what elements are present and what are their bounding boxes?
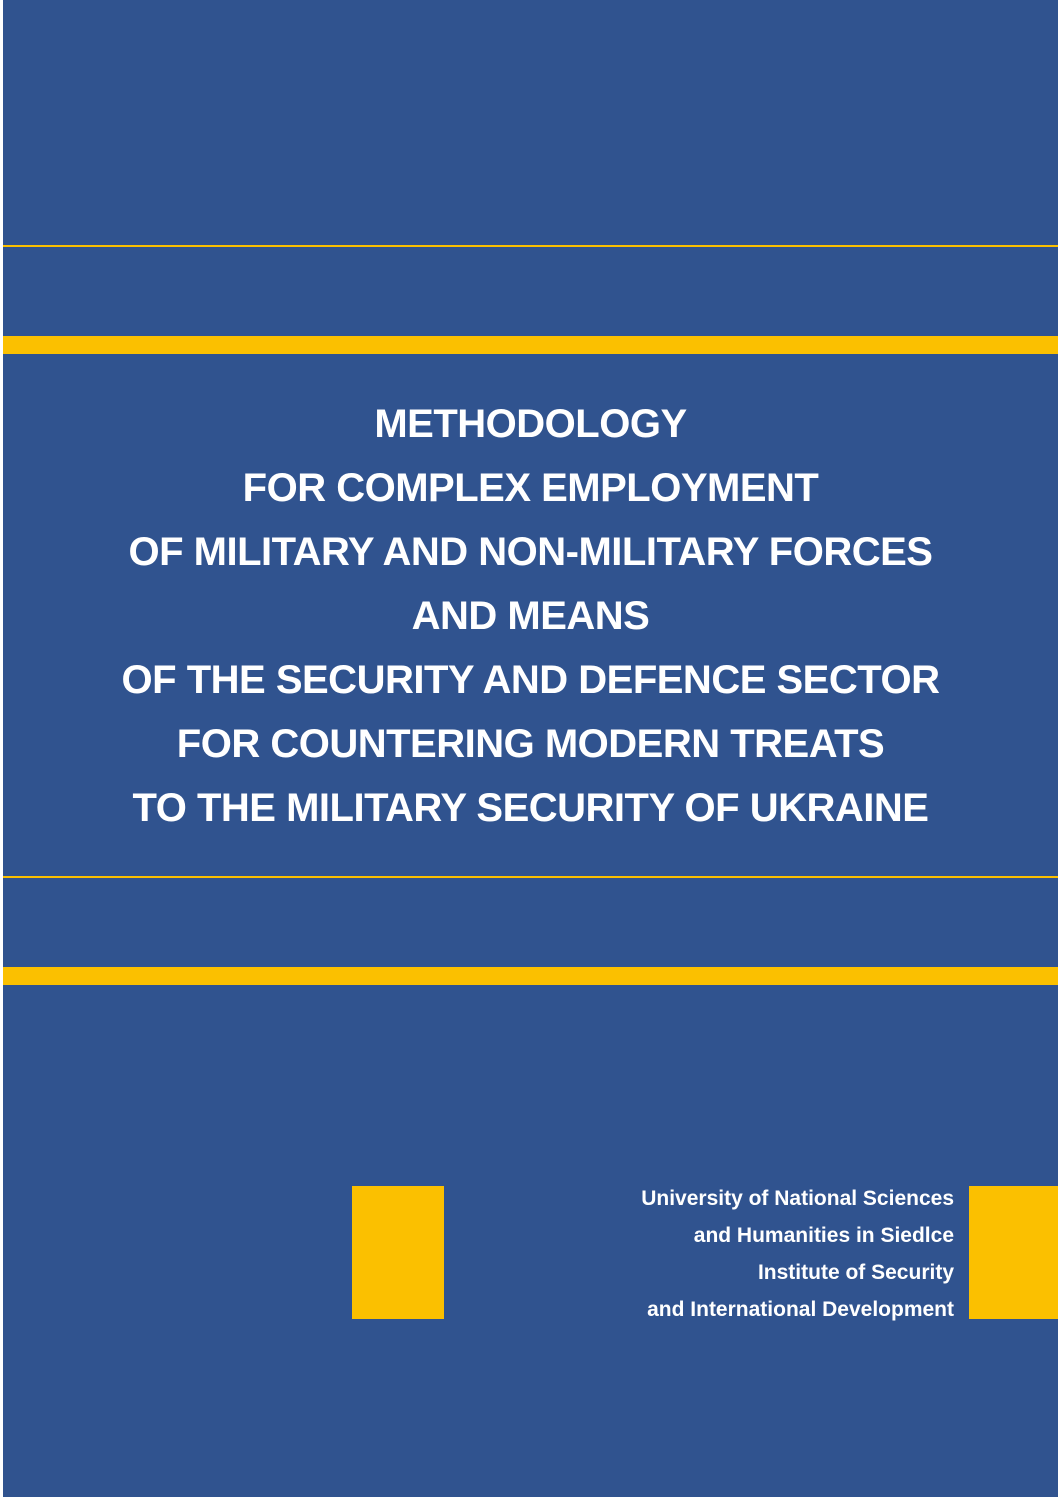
title-line: METHODOLOGY [374,402,687,446]
title-line: TO THE MILITARY SECURITY OF UKRAINE [132,786,929,830]
title-line: FOR COMPLEX EMPLOYMENT [242,466,819,510]
top-thin-rule [3,245,1058,247]
cover-title [3,392,1058,840]
publisher-line: and International Development [647,1298,954,1321]
right-accent-square [969,1186,1058,1319]
title-line: OF THE SECURITY AND DEFENCE SECTOR [121,658,940,702]
title-line: FOR COUNTERING MODERN TREATS [176,722,885,766]
left-accent-square [352,1186,444,1319]
publisher-line: University of National Sciences [641,1187,954,1210]
publisher-block [443,1180,954,1328]
title-line: OF MILITARY AND NON-MILITARY FORCES [128,530,933,574]
bottom-thin-rule [3,876,1058,878]
book-cover [3,0,1058,1497]
bottom-thick-band [3,967,1058,985]
publisher-line: and Humanities in Siedlce [693,1224,954,1247]
publisher-line: Institute of Security [757,1261,954,1284]
top-thick-band [3,336,1058,354]
title-line: AND MEANS [411,594,650,638]
